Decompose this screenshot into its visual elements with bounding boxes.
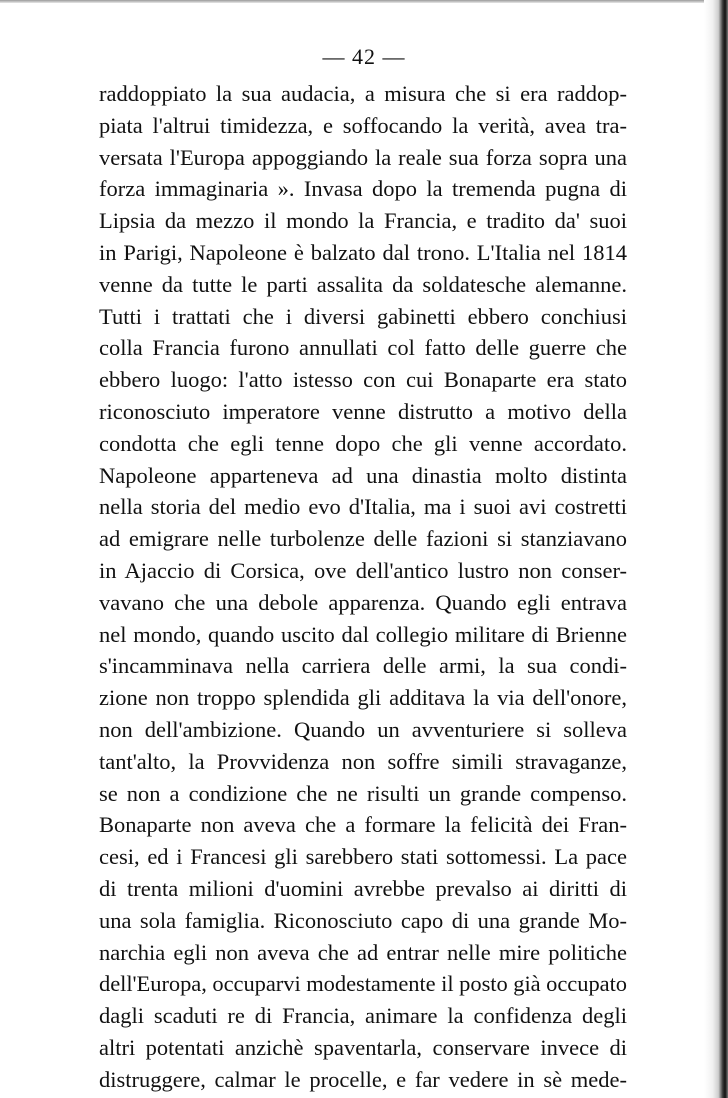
text-line: Lipsia da mezzo il mondo la Francia, e tradito da' suoi: [99, 208, 627, 234]
text-line: altri potentati anzichè spaventarla, conservare invece di: [99, 1034, 627, 1060]
text-line: ebbero luogo: l'atto istesso con cui Bonaparte era stato: [99, 367, 627, 393]
text-line: riconosciuto imperatore venne distrutto a motivo della: [99, 398, 627, 424]
text-line: ad emigrare nelle turbolenze delle fazioni si stanziavano: [99, 526, 627, 552]
text-line: nella storia del medio evo d'Italia, ma i suoi avi costretti: [99, 494, 627, 520]
text-line: di trenta milioni d'uomini avrebbe prevalso ai diritti di: [99, 875, 627, 901]
text-line: condotta che egli tenne dopo che gli venne accordato.: [99, 430, 627, 456]
text-line: dagli scaduti re di Francia, animare la confidenza degli: [99, 1003, 627, 1029]
text-line: venne da tutte le parti assalita da soldatesche alemanne.: [99, 271, 627, 297]
text-line: in Parigi, Napoleone è balzato dal trono. L'Italia nel 1814: [99, 239, 627, 265]
text-line: Bonaparte non aveva che a formare la felicità dei Fran-: [99, 812, 627, 838]
text-line: forza immaginaria ». Invasa dopo la tremenda pugna di: [99, 176, 627, 202]
text-line: versata l'Europa appoggiando la reale sua forza sopra una: [99, 144, 627, 170]
text-line: in Ajaccio di Corsica, ove dell'antico lustro non conser-: [99, 557, 627, 583]
text-line: se non a condizione che ne risulti un grande compenso.: [99, 780, 627, 806]
body-text: [99, 78, 627, 1096]
text-line: s'incamminava nella carriera delle armi, la sua condi-: [99, 653, 627, 679]
text-line: una sola famiglia. Riconosciuto capo di una grande Mo-: [99, 907, 627, 933]
text-line: colla Francia furono annullati col fatto delle guerre che: [99, 335, 627, 361]
text-line: zione non troppo splendida gli additava la via dell'onore,: [99, 685, 627, 711]
text-line: piata l'altrui timidezza, e soffocando la verità, avea tra-: [99, 112, 627, 138]
text-line: Tutti i trattati che i diversi gabinetti ebbero conchiusi: [99, 303, 627, 329]
text-line: Napoleone apparteneva ad una dinastia molto distinta: [99, 462, 627, 488]
page-top-edge: [0, 0, 728, 3]
text-line: narchia egli non aveva che ad entrar nelle mire politiche: [99, 939, 627, 965]
text-line: cesi, ed i Francesi gli sarebbero stati sottomessi. La pace: [99, 844, 627, 870]
text-line: vavano che una debole apparenza. Quando egli entrava: [99, 589, 627, 615]
text-line: nel mondo, quando uscito dal collegio militare di Brienne: [99, 621, 627, 647]
text-line: non dell'ambizione. Quando un avventuriere si solleva: [99, 716, 627, 742]
text-line: dell'Europa, occuparvi modestamente il posto già occupato: [99, 971, 627, 997]
page-number: — 42 —: [322, 44, 406, 69]
binding-shadow: [704, 0, 728, 1098]
text-line: raddoppiato la sua audacia, a misura che si era raddop-: [99, 81, 627, 106]
text-line: distruggere, calmar le procelle, e far vedere in sè mede-: [99, 1066, 627, 1092]
text-line: tant'alto, la Provvidenza non soffre simili stravaganze,: [99, 748, 627, 774]
